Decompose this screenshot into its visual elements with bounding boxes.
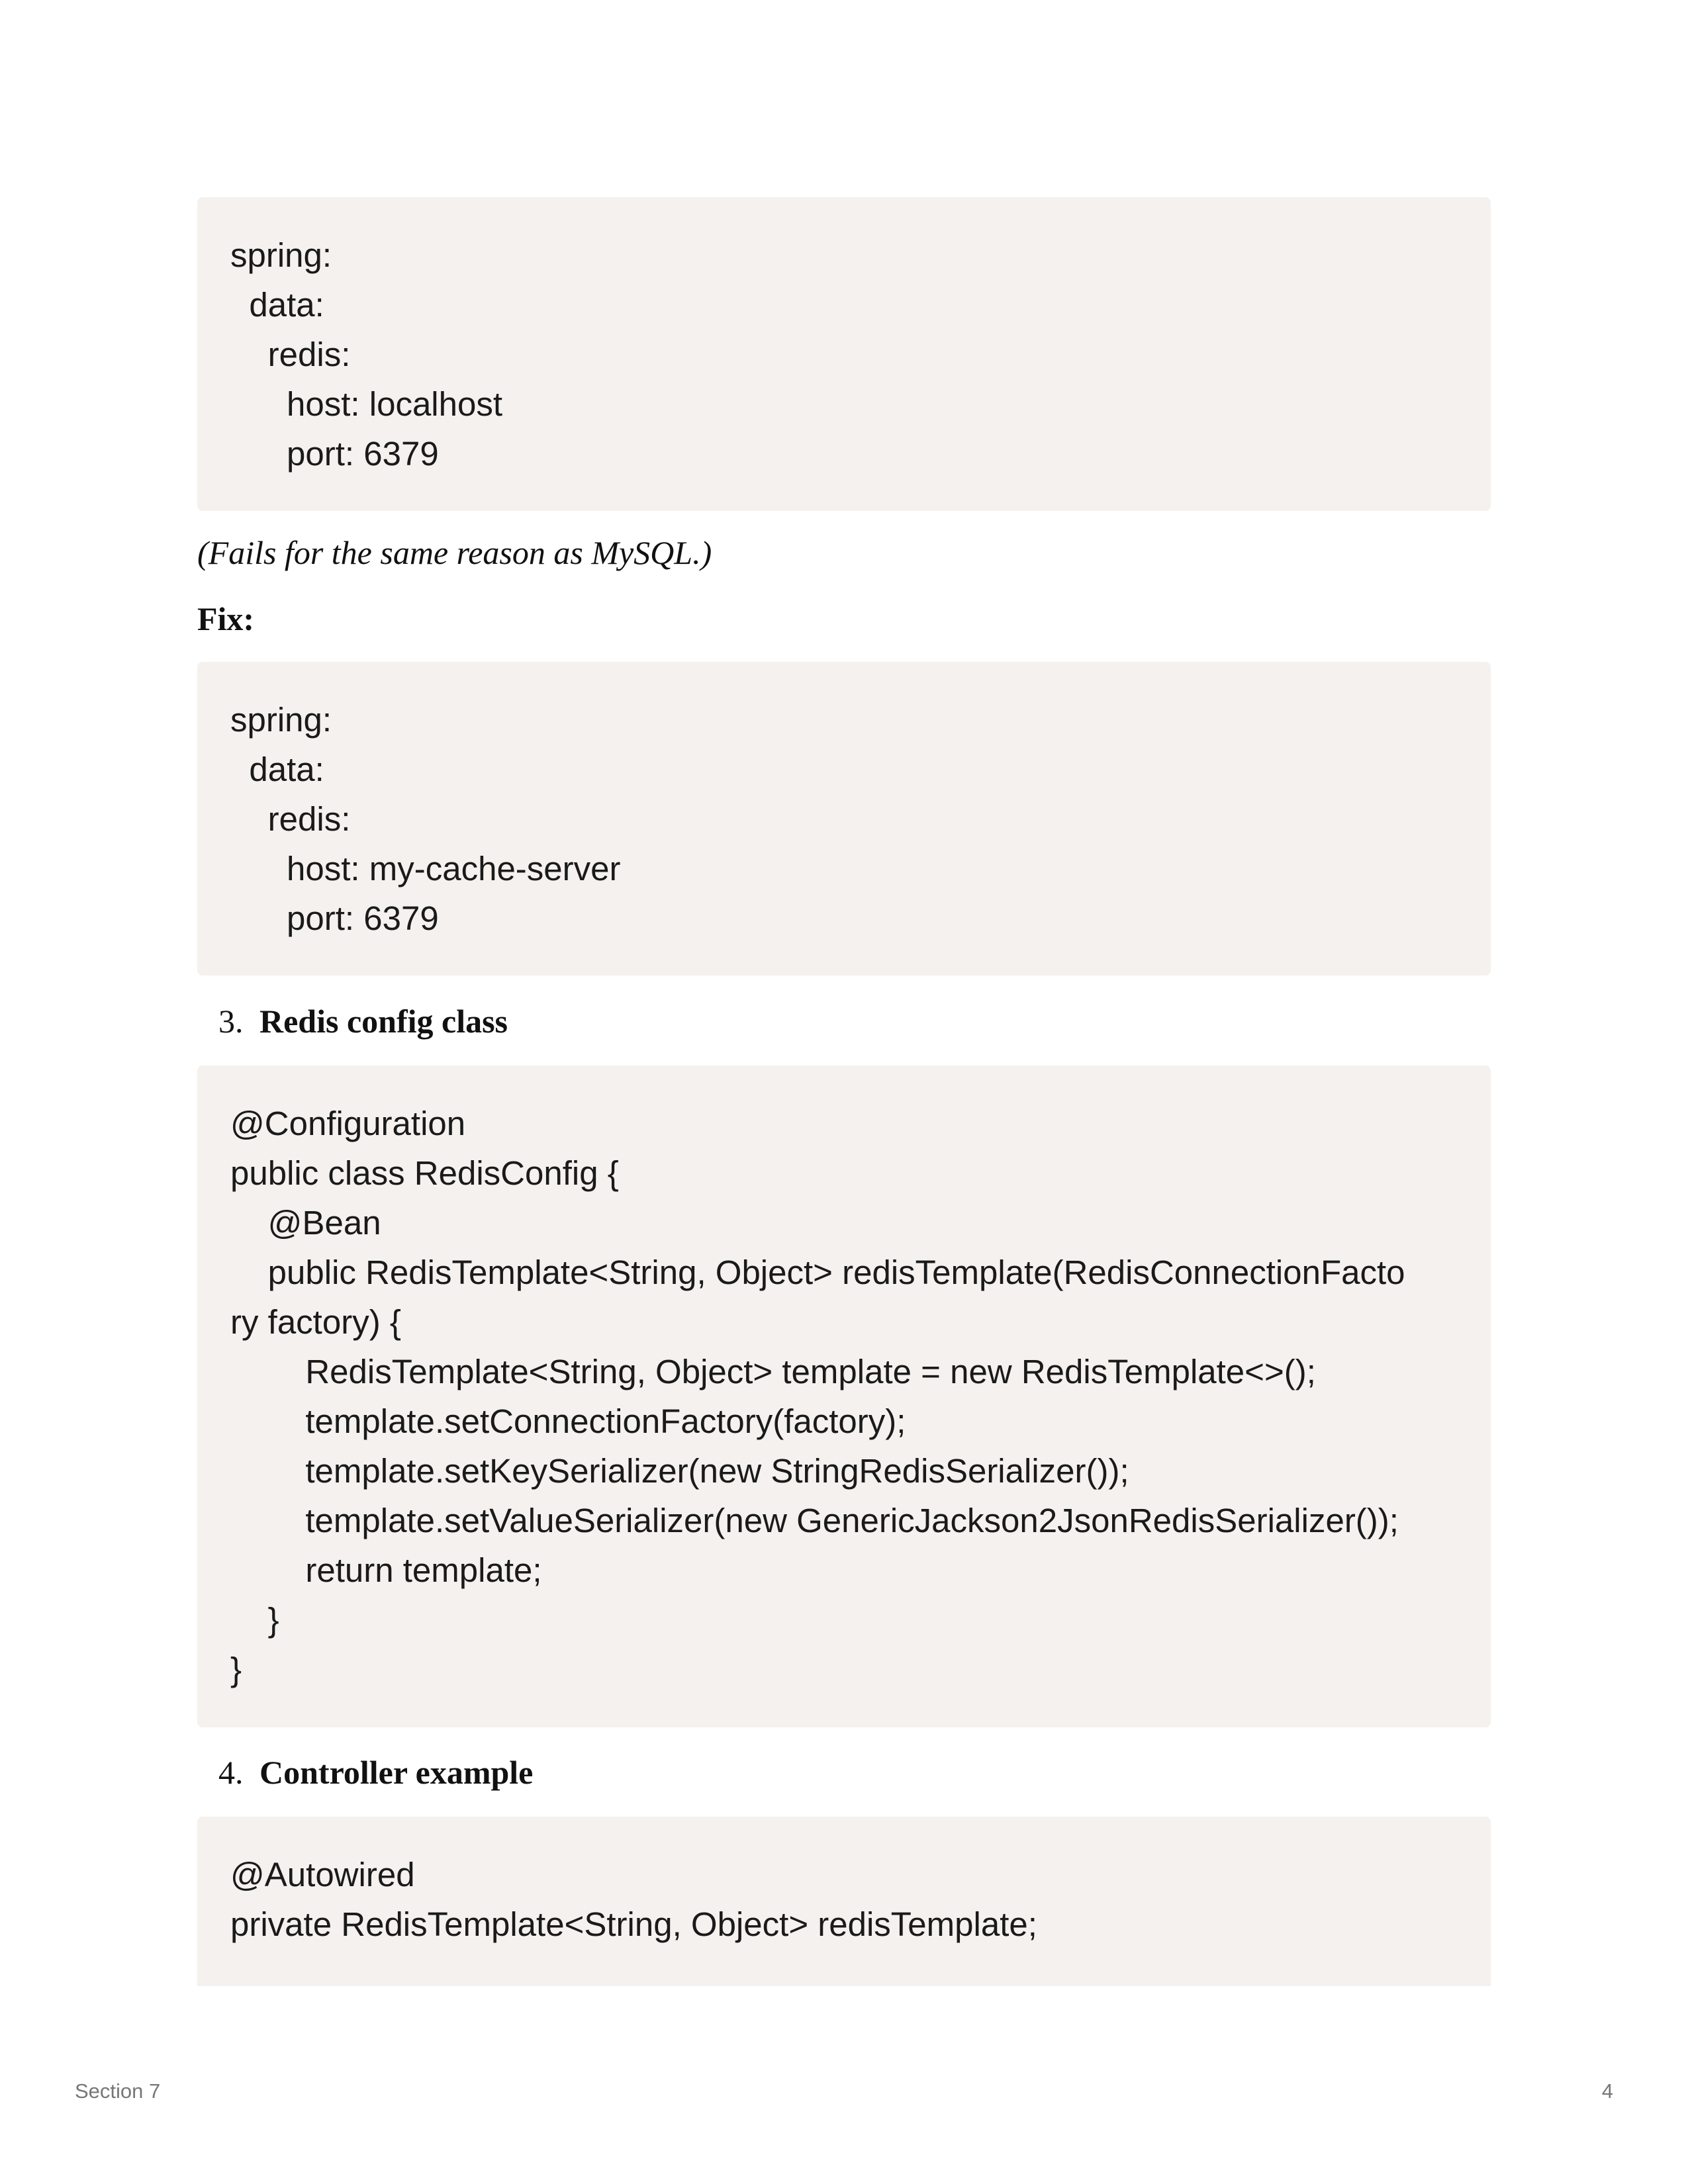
list-title: Redis config class (259, 1003, 508, 1040)
code-block-redis-config (197, 1066, 1491, 1727)
code-line: template.setConnectionFactory(factory); (230, 1402, 906, 1440)
list-number: 4. (218, 1754, 244, 1791)
code-line: data: (230, 286, 324, 324)
step-3-heading (218, 998, 508, 1044)
code-line: @Configuration (230, 1105, 466, 1142)
code-line: @Bean (230, 1204, 381, 1242)
code-line: spring: (230, 701, 332, 739)
code-line: @Autowired (230, 1856, 415, 1893)
fix-label: Fix: (197, 600, 255, 637)
code-line: RedisTemplate<String, Object> template = new RedisTemplate<>(); (230, 1353, 1316, 1390)
code-line: template.setValueSerializer(new GenericJackson2JsonRedisSerializer()); (230, 1502, 1399, 1539)
code-line: ry factory) { (230, 1303, 401, 1341)
failure-note: (Fails for the same reason as MySQL.) (197, 534, 712, 571)
code-line: return template; (230, 1551, 542, 1589)
code-line: host: my-cache-server (230, 850, 621, 887)
footer-page-number: 4 (1601, 2079, 1613, 2103)
code-block-redis-fixed (197, 662, 1491, 976)
list-number: 3. (218, 1003, 244, 1040)
code-line: redis: (230, 336, 351, 373)
code-line: spring: (230, 236, 332, 274)
code-line: host: localhost (230, 385, 503, 423)
code-line: port: 6379 (230, 435, 439, 473)
code-line: port: 6379 (230, 899, 439, 937)
code-line: } (230, 1601, 279, 1639)
step-4-heading (218, 1749, 533, 1796)
code-line: data: (230, 751, 324, 788)
list-title: Controller example (259, 1754, 534, 1791)
code-line: redis: (230, 800, 351, 838)
code-block-controller (197, 1817, 1491, 1986)
code-line: private RedisTemplate<String, Object> redisTemplate; (230, 1905, 1037, 1943)
code-line: public RedisTemplate<String, Object> redisTemplate(RedisConnectionFacto (230, 1253, 1405, 1291)
code-block-redis-localhost (197, 197, 1491, 511)
code-line: public class RedisConfig { (230, 1154, 619, 1192)
code-line: } (230, 1651, 242, 1688)
code-line: template.setKeySerializer(new StringRedisSerializer()); (230, 1452, 1129, 1490)
footer-section-label: Section 7 (75, 2079, 161, 2103)
